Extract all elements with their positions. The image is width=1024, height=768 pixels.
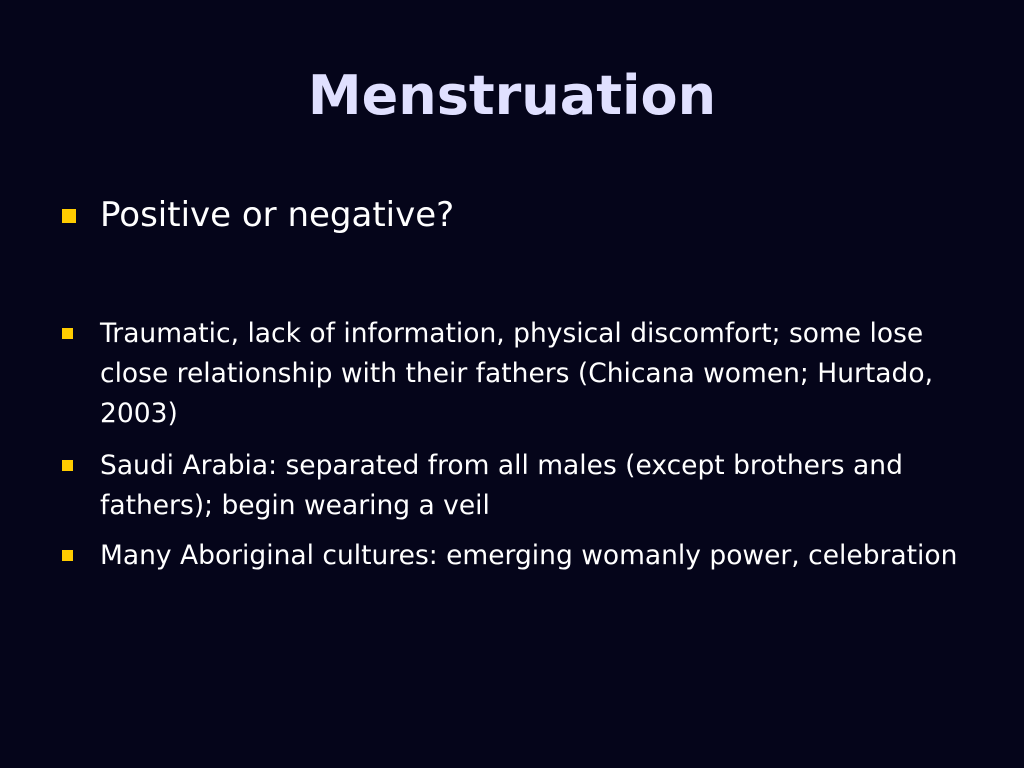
- main-bullet-text: Positive or negative?: [100, 195, 455, 235]
- yellow-square-bullet-icon: [62, 460, 73, 471]
- sub-bullet-text: Saudi Arabia: separated from all males (except brothers and fathers); begin wearing a veil: [100, 450, 903, 521]
- sub-bullet-text: Traumatic, lack of information, physical discomfort; some lose close relationship with their fathers (Chicana women; Hurtado, 2003): [100, 318, 933, 429]
- slide-title: Menstruation: [307, 64, 717, 127]
- sub-bullet-item: [62, 314, 980, 434]
- sub-bullet-item: [62, 536, 980, 576]
- sub-bullet-item: [62, 446, 980, 526]
- yellow-square-bullet-icon: [62, 328, 73, 339]
- sub-bullet-text: Many Aboriginal cultures: emerging womanly power, celebration: [100, 540, 958, 571]
- yellow-square-bullet-icon: [62, 209, 76, 223]
- yellow-square-bullet-icon: [62, 550, 73, 561]
- main-bullet-item: [62, 188, 454, 242]
